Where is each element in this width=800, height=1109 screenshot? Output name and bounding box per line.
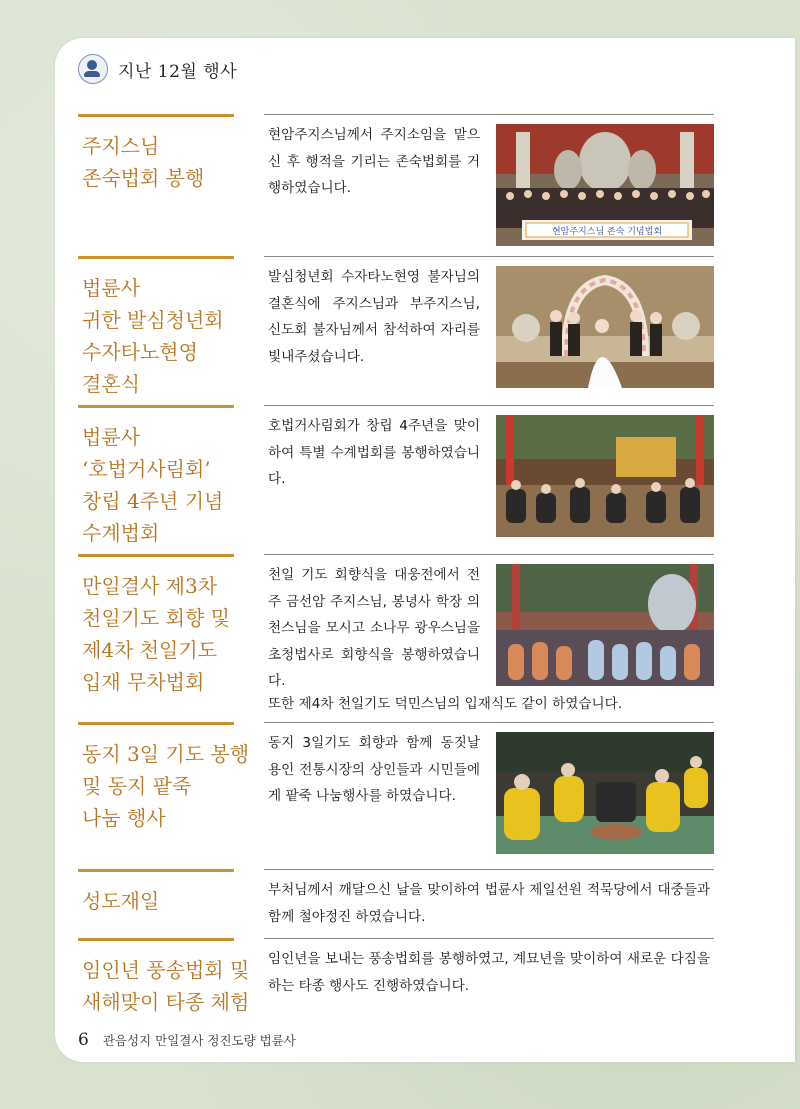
event-extra-note: 또한 제4차 천일기도 덕민스님의 입재식도 같이 하였습니다. (268, 696, 623, 712)
section-rule-accent (78, 554, 234, 557)
event-photo (496, 266, 714, 388)
event-title: 법륜사 귀한 발심청년회 수자타노현영 결혼식 (82, 276, 224, 396)
photo-banner-text: 현암주지스님 존숙 기념법회 (551, 227, 663, 237)
event-section-3 (78, 405, 714, 553)
event-section-7 (78, 938, 714, 1016)
section-rule-thin (264, 405, 714, 406)
event-section-6 (78, 869, 714, 937)
section-rule-thin (264, 869, 714, 870)
section-rule-thin (264, 938, 714, 939)
section-rule-accent (78, 256, 234, 259)
event-title: 주지스님 존숙법회 봉행 (82, 134, 205, 190)
section-rule-accent (78, 869, 234, 872)
event-photo (496, 732, 714, 854)
event-photo (496, 564, 714, 686)
event-title: 만일결사 제3차 천일기도 회향 및 제4차 천일기도 입재 무차법회 (82, 574, 230, 694)
event-description: 동지 3일기도 회향과 함께 동짓날 용인 전통시장의 상인들과 시민들에게 팥죽 나눔행사를 하였습니다. (268, 735, 480, 804)
event-title: 임인년 풍송법회 및 새해맞이 타종 체험 (82, 958, 250, 1014)
section-rule-thin (264, 722, 714, 723)
page-footer (78, 1030, 296, 1050)
event-section-4 (78, 554, 714, 720)
event-description: 호법거사림회가 창립 4주년을 맞이하여 특별 수계법회를 봉행하였습니다. (268, 418, 480, 487)
event-section-5 (78, 722, 714, 868)
event-description: 현암주지스님께서 주지소임을 맡으신 후 행적을 기리는 존숙법회를 거행하였습니다. (268, 127, 480, 196)
event-title: 동지 3일 기도 봉행 및 동지 팥죽 나눔 행사 (82, 742, 250, 830)
section-rule-accent (78, 114, 234, 117)
event-photo (496, 124, 714, 246)
event-title: 법륜사 ‘호법거사림회’ 창립 4주년 기념 수계법회 (82, 425, 224, 545)
footer-text: 관음성지 만일결사 정진도량 법륜사 (102, 1033, 296, 1048)
event-description: 천일 기도 회향식을 대웅전에서 전주 금선암 주지스님, 봉녕사 학장 의천스님을 모시고 소나무 광우스님을 초청법사로 회향식을 봉행하였습니다. (268, 567, 480, 689)
section-rule-accent (78, 938, 234, 941)
event-section-1 (78, 114, 714, 254)
event-description: 발심청년회 수자타노현영 불자님의 결혼식에 주지스님과 부주지스님, 신도회 불자님께서 참석하여 자리를 빛내주셨습니다. (268, 269, 480, 365)
event-photo (496, 415, 714, 537)
event-description: 임인년을 보내는 풍송법회를 봉행하였고, 계묘년을 맞이하여 새로운 다짐을 하는 타종 행사도 진행하였습니다. (268, 951, 710, 994)
section-rule-thin (264, 256, 714, 257)
section-rule-accent (78, 722, 234, 725)
page-header (78, 54, 237, 84)
section-rule-thin (264, 554, 714, 555)
section-rule-accent (78, 405, 234, 408)
event-description: 부처님께서 깨달으신 날을 맞이하여 법륜사 제일선원 적묵당에서 대중들과 함께 철야정진 하였습니다. (268, 882, 710, 925)
temple-emblem-icon (78, 54, 108, 84)
page-number: 6 (78, 1030, 89, 1050)
page-title: 지난 12월 행사 (118, 61, 238, 82)
event-section-2 (78, 256, 714, 404)
section-rule-thin (264, 114, 714, 115)
event-title: 성도재일 (82, 889, 160, 913)
